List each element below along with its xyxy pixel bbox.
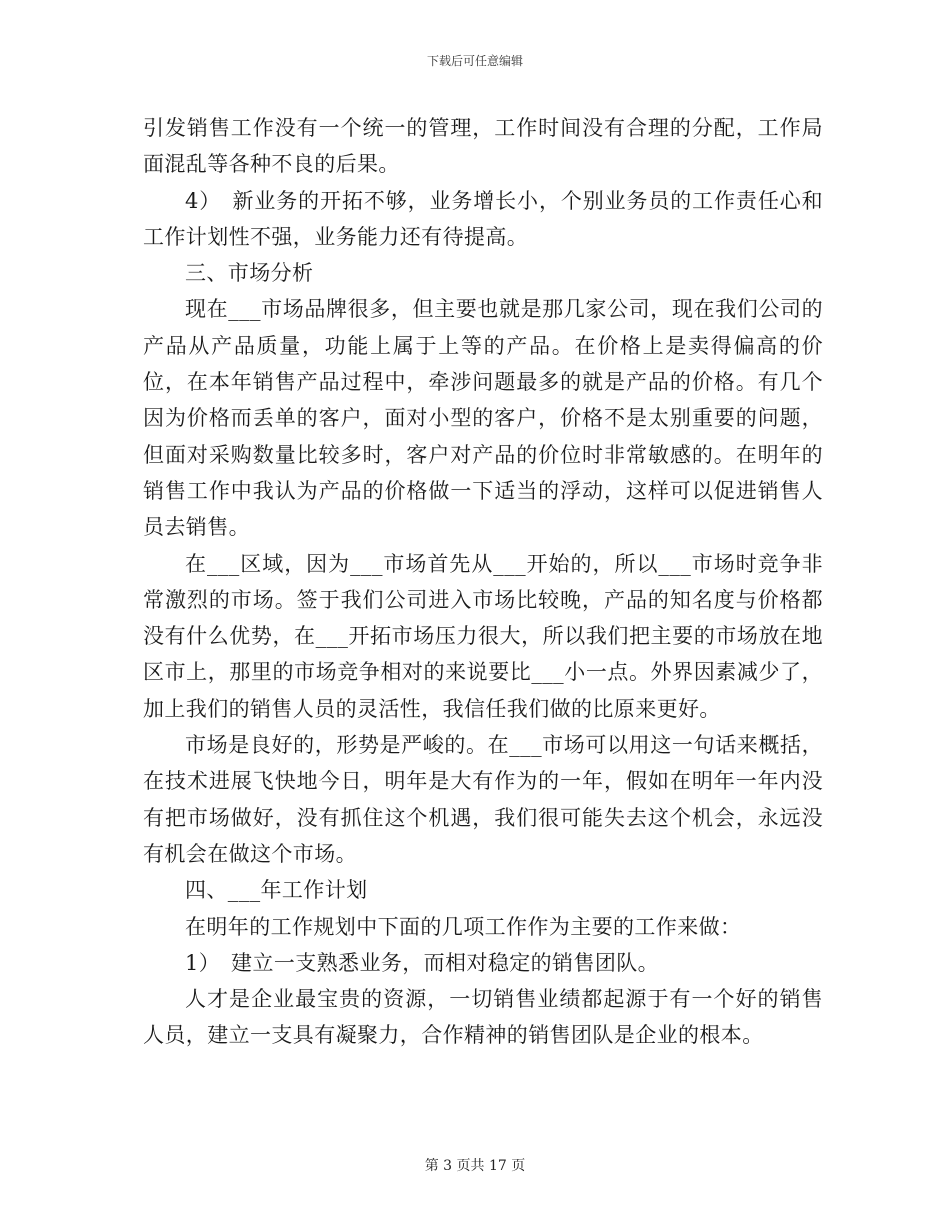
paragraph-7: 人才是企业最宝贵的资源，一切销售业绩都起源于有一个好的销售人员，建立一支具有凝聚力，合作精神的销售团队是企业的根本。 <box>143 987 823 1048</box>
document-body <box>143 110 823 1054</box>
paragraph-3: 现在___市场品牌很多，但主要也就是那几家公司，现在我们公司的产品从产品质量，功能上属于上等的产品。在价格上是卖得偏高的价位，在本年销售产品过程中，牵涉问题最多的就是产品的价格。有几个因为价格而丢单的客户，面对小型的客户，价格不是太别重要的问题，但面对采购数量比较多时，客户对产品的价位时非常敏感的。在明年的销售工作中我认为产品的价格做一下适当的浮动，这样可以促进销售人员去销售。 <box>143 297 823 540</box>
paragraph-4: 在___区域，因为___市场首先从___开始的，所以___市场时竞争非常激烈的市场。签于我们公司进入市场比较晚，产品的知名度与价格都没有什么优势，在___开拓市场压力很大，所以我们把主要的市场放在地区市上，那里的市场竞争相对的来说要比___小一点。外界因素减少了，加上我们的销售人员的灵活性，我信任我们做的比原来更好。 <box>143 551 823 721</box>
section-heading-work-plan: 四、___年工作计划 <box>185 878 368 903</box>
section-heading-market-analysis: 三、市场分析 <box>185 261 314 286</box>
paragraph-1: 引发销售工作没有一个统一的管理，工作时间没有合理的分配，工作局面混乱等各种不良的后果。 <box>143 116 823 177</box>
page-footer: 第 3 页共 17 页 <box>424 1158 526 1174</box>
page-header: 下载后可任意编辑 <box>426 54 523 68</box>
paragraph-5: 市场是良好的，形势是严峻的。在___市场可以用这一句话来概括，在技术进展飞快地今日，明年是大有作为的一年，假如在明年一年内没有把市场做好，没有抓住这个机遇，我们很可能失去这个机会，永远没有机会在做这个市场。 <box>143 733 823 866</box>
paragraph-6: 在明年的工作规划中下面的几项工作作为主要的工作来做： <box>185 914 742 939</box>
list-item-1: 1） 建立一支熟悉业务，而相对稳定的销售团队。 <box>185 950 660 975</box>
paragraph-2: 4） 新业务的开拓不够，业务增长小，个别业务员的工作责任心和工作计划性不强，业务能力还有待提高。 <box>143 188 823 249</box>
